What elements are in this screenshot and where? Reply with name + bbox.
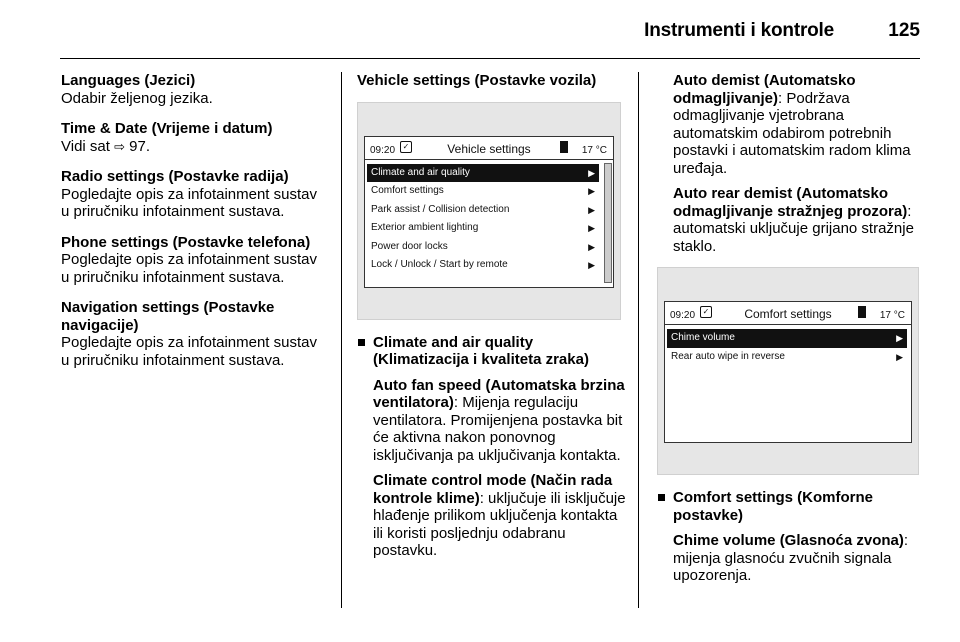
column-divider-1 <box>341 72 342 608</box>
bullet-square-icon <box>358 339 365 346</box>
comfort-settings-list <box>667 329 907 366</box>
menu-item[interactable] <box>667 329 907 348</box>
screen-title: Vehicle settings <box>447 141 531 156</box>
menu-item-label: Climate and air quality <box>371 166 470 178</box>
bullet-square-icon <box>658 494 665 501</box>
vehicle-settings-screen-image <box>357 102 621 320</box>
vehicle-settings-list <box>367 164 599 275</box>
menu-item-label: Comfort settings <box>371 185 444 196</box>
languages-heading: Languages (Jezici) <box>61 72 196 89</box>
auto-demist-heading: Auto demist (Automatsko odmagljivanje) <box>673 72 856 107</box>
auto-demist-text: : Podržava odmagljivanje vjetrobrana automatskim odabirom potrebnih postavki i automatskim radom klima uređaja. <box>673 89 911 177</box>
clock-icon: ✓ <box>400 141 412 153</box>
radio-heading: Radio settings (Postavke radija) <box>61 168 289 185</box>
screen-time: 09:20 <box>670 310 696 321</box>
menu-item[interactable] <box>367 256 599 275</box>
scrollbar[interactable] <box>604 163 612 283</box>
comfort-settings-screen <box>664 301 912 443</box>
climate-mode-text: : uključuje ili isključuje hlađenje prilikom uključenja kontakta ili koristi posljednju odabranu postavku. <box>373 489 626 559</box>
languages-text: Odabir željenog jezika. <box>61 89 213 107</box>
fan-speed-heading: Auto fan speed (Automatska brzina ventilatora) <box>373 376 625 411</box>
vehicle-settings-heading: Vehicle settings (Postavke vozila) <box>357 72 597 89</box>
column-divider-2 <box>638 72 639 608</box>
menu-item-label: Chime volume <box>671 332 735 343</box>
fan-speed-text: : Mijenja regulaciju ventilatora. Promijenjena postavka bit će aktivna nakon ponovnog isključivanja pa uključivanja kontakta. <box>373 394 623 464</box>
page-header <box>60 20 920 50</box>
climate-bullet-heading: Climate and air quality (Klimatizacija i kvaliteta zraka) <box>373 333 589 368</box>
navigation-heading: Navigation settings (Postavke navigacije) <box>61 299 275 334</box>
chevron-right-icon: ▶ <box>588 260 595 270</box>
menu-item-label: Rear auto wipe in reverse <box>671 350 785 362</box>
navigation-text: Pogledajte opis za infotainment sustav u priručniku infotainment sustava. <box>61 334 317 369</box>
header-rule <box>60 58 920 59</box>
page-ref-arrow-icon: ⇨ <box>114 138 125 154</box>
chevron-right-icon: ▶ <box>588 241 595 252</box>
radio-text: Pogledajte opis za infotainment sustav u priručniku infotainment sustava. <box>61 185 317 220</box>
chevron-right-icon: ▶ <box>896 351 903 362</box>
menu-item[interactable] <box>367 164 599 183</box>
chevron-right-icon: ▶ <box>588 223 595 233</box>
chime-volume-heading: Chime volume (Glasnoća zvona) <box>673 532 904 549</box>
menu-item-label: Power door locks <box>371 240 448 252</box>
menu-item-label: Park assist / Collision detection <box>371 203 510 215</box>
phone-heading: Phone settings (Postavke telefona) <box>61 233 311 251</box>
column-1 <box>61 72 326 382</box>
menu-item[interactable] <box>367 238 599 257</box>
rear-demist-heading: Auto rear demist (Automatsko odmagljivanje stražnjeg prozora) <box>673 185 908 220</box>
chevron-right-icon: ▶ <box>588 186 595 196</box>
chevron-right-icon: ▶ <box>896 333 903 343</box>
screen-temperature: 17 °C <box>581 144 607 156</box>
phone-text: Pogledajte opis za infotainment sustav u priručniku infotainment sustava. <box>61 251 317 286</box>
time-heading: Time & Date (Vrijeme i datum) <box>61 120 273 137</box>
menu-item[interactable] <box>367 219 599 238</box>
rear-demist-text: : automatski uključuje grijano stražnje staklo. <box>673 202 914 255</box>
chevron-right-icon: ▶ <box>588 204 595 215</box>
page-number: 125 <box>888 20 920 41</box>
menu-item-label: Exterior ambient lighting <box>371 222 479 233</box>
comfort-bullet-heading: Comfort settings (Komforne postavke) <box>673 489 873 524</box>
page-title: Instrumenti i kontrole <box>644 20 834 41</box>
thermometer-icon <box>858 306 866 318</box>
time-text: Vidi sat ⇨ 97. <box>61 137 151 155</box>
chime-volume-text: : mijenja glasnoću zvučnih signala upozorenja. <box>673 532 909 584</box>
screen-temperature: 17 °C <box>879 310 905 321</box>
clock-icon: ✓ <box>700 306 712 318</box>
column-2 <box>357 72 627 560</box>
menu-item[interactable] <box>667 348 907 367</box>
vehicle-settings-screen <box>364 136 614 288</box>
menu-item[interactable] <box>367 182 599 201</box>
page-ref-link[interactable]: 97. <box>129 137 151 155</box>
comfort-settings-screen-image <box>657 267 919 475</box>
chevron-right-icon: ▶ <box>588 167 595 178</box>
column-3 <box>657 72 922 585</box>
thermometer-icon <box>560 141 568 153</box>
menu-item-label: Lock / Unlock / Start by remote <box>371 259 508 270</box>
climate-mode-heading: Climate control mode (Način rada kontrole klime) <box>373 472 613 507</box>
screen-time: 09:20 <box>370 144 396 156</box>
screen-title: Comfort settings <box>744 307 832 321</box>
menu-item[interactable] <box>367 201 599 220</box>
